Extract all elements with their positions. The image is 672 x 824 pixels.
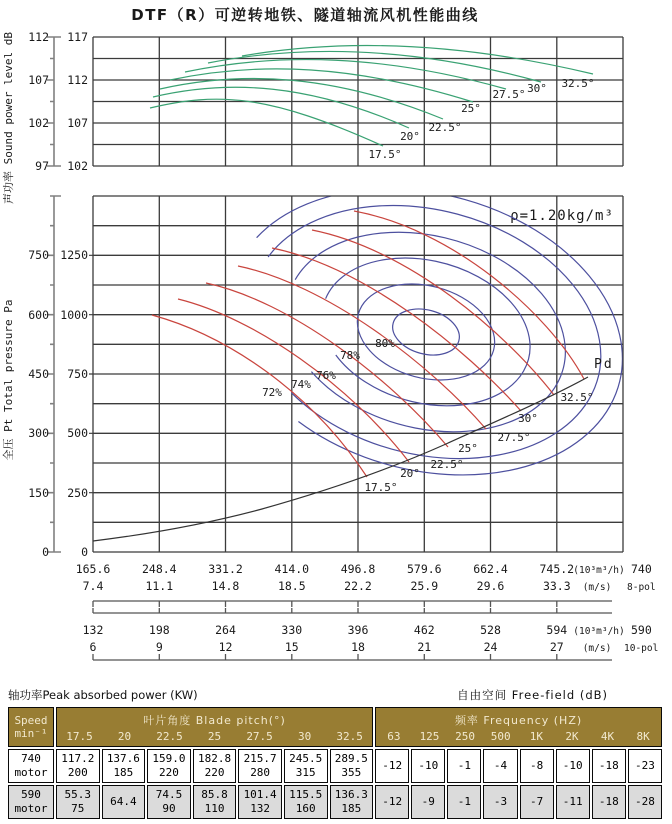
- x-tick: 18: [351, 640, 365, 654]
- x-tick: 21: [417, 640, 432, 654]
- y-tick: 102: [67, 159, 88, 173]
- x-tick: 25.9: [410, 579, 439, 593]
- pressure-grid: [93, 196, 623, 552]
- table-cell-speed: 740 motor: [8, 749, 54, 783]
- curve-label: 20°: [400, 467, 420, 480]
- table-caption-left: 轴功率Peak absorbed power (KW): [8, 688, 198, 702]
- rpm-label: 740: [631, 562, 652, 576]
- x-tick: 462: [413, 623, 435, 637]
- y-tick: 97: [35, 159, 49, 173]
- table-cell: 55.3 75: [56, 785, 100, 819]
- curve-label: 25°: [458, 442, 478, 455]
- x-tick: 33.3: [542, 579, 571, 593]
- y-tick: 117: [67, 30, 88, 44]
- table-cell: -23: [628, 749, 662, 783]
- pitch-col-header: 17.5: [66, 729, 93, 743]
- x-tick: 248.4: [141, 562, 177, 576]
- pressure-outer-axis: [47, 196, 61, 552]
- sound-axis-label: 声功率 Sound power level dB: [2, 31, 15, 205]
- blade-pitch-header-label: 叶片角度 Blade pitch(°): [143, 713, 286, 727]
- axis-line: [93, 654, 612, 660]
- y-tick: 600: [28, 308, 49, 322]
- curve-label: 20°: [400, 130, 420, 143]
- y-tick: 107: [67, 116, 88, 130]
- x-tick: 264: [215, 623, 236, 637]
- table-caption-right: 自由空间 Free-field (dB): [457, 688, 608, 702]
- x-tick: 12: [218, 640, 233, 654]
- x-tick: 22.2: [344, 579, 372, 593]
- x-tick: 11.1: [145, 579, 174, 593]
- x-tick: 27: [549, 640, 564, 654]
- efficiency-label: 74%: [291, 378, 311, 391]
- y-tick: 107: [28, 73, 49, 87]
- speed-header-cell: [8, 707, 54, 747]
- pitch-col-header: 25: [207, 729, 222, 743]
- sound-curve-27-5: [185, 60, 506, 89]
- table-cell: 289.5 355: [330, 749, 374, 783]
- table-cell: 136.3 185: [330, 785, 374, 819]
- frequency-header-cell: [375, 707, 662, 747]
- axis-line: [93, 608, 612, 613]
- efficiency-label: 78%: [340, 349, 360, 362]
- pitch-col-header: 30: [297, 729, 312, 743]
- table-cell: 137.6 185: [102, 749, 146, 783]
- pressure-chart: [1, 189, 623, 559]
- y-tick: 102: [28, 116, 49, 130]
- table-captions: [8, 687, 664, 703]
- x-tick: 745.2: [539, 562, 575, 576]
- blade-pitch-header-cell: [56, 707, 373, 747]
- curve-label: 25°: [461, 102, 481, 115]
- flow-unit: (10³m³/h): [573, 565, 625, 576]
- velocity-unit: (m/s): [582, 582, 612, 593]
- x-tick: 330: [281, 623, 303, 637]
- sound-chart: [1, 30, 623, 204]
- rpm-label: 590: [631, 623, 652, 637]
- x-tick: 29.6: [476, 579, 505, 593]
- table-cell: -11: [556, 785, 590, 819]
- sound-curve-22-5: [160, 79, 443, 119]
- pressure-curve-17-5: [152, 315, 367, 477]
- table-cell: -28: [628, 785, 662, 819]
- curve-label: 22.5°: [430, 458, 464, 471]
- efficiency-label: 80%: [375, 337, 395, 350]
- pd-label: Pd: [594, 357, 614, 372]
- frequency-header-label: 频率 Frequency (HZ): [454, 713, 583, 727]
- table-cell: -18: [592, 785, 626, 819]
- pitch-col-header: 22.5: [156, 729, 183, 743]
- velocity-unit: (m/s): [582, 643, 612, 654]
- density-note: ρ=1.20kg/m³: [510, 208, 614, 224]
- x-tick: 18.5: [277, 579, 306, 593]
- x-tick: 6: [89, 640, 97, 654]
- freq-col-header: 125: [419, 729, 440, 743]
- x-tick: 414.0: [274, 562, 310, 576]
- x-tick: 7.4: [82, 579, 104, 593]
- freq-col-header: 500: [490, 729, 511, 743]
- curve-label: 27.5°: [497, 431, 531, 444]
- pitch-col-header: 32.5: [336, 729, 363, 743]
- table-cell: 245.5 315: [284, 749, 328, 783]
- table-cell: -1: [447, 749, 481, 783]
- curve-label: 17.5°: [368, 148, 402, 161]
- speed-header-unit: min⁻¹: [14, 727, 48, 740]
- x-tick: 331.2: [208, 562, 243, 576]
- curve-label: 30°: [518, 412, 538, 425]
- freq-col-header: 8K: [636, 729, 650, 743]
- freq-col-header: 1K: [529, 729, 543, 743]
- poles-label: 8-pol: [627, 582, 656, 593]
- curve-label: 27.5°: [492, 88, 526, 101]
- x-tick: 662.4: [473, 562, 508, 576]
- y-tick: 1250: [60, 248, 88, 262]
- table-cell-speed: 590 motor: [8, 785, 54, 819]
- x-tick: 15: [284, 640, 299, 654]
- x-tick: 14.8: [211, 579, 240, 593]
- curve-label: 32.5°: [561, 77, 595, 90]
- pressure-curve-22-5: [206, 283, 448, 447]
- table-cell: 117.2 200: [56, 749, 100, 783]
- table-cell: 64.4: [102, 785, 146, 819]
- y-tick: 112: [28, 30, 49, 44]
- x-axis-590rpm: [83, 608, 659, 660]
- pitch-col-header: 20: [117, 729, 132, 743]
- y-tick: 750: [67, 367, 88, 381]
- axis-line: [93, 601, 612, 607]
- table-cell: 215.7 280: [238, 749, 282, 783]
- curve-label: 30°: [527, 82, 547, 95]
- efficiency-label: 76%: [316, 369, 336, 382]
- x-tick: 528: [480, 623, 501, 637]
- pressure-axis-label: 全压 Pt Total pressure Pa: [2, 299, 15, 461]
- x-tick: 198: [148, 623, 170, 637]
- x-tick: 24: [483, 640, 498, 654]
- table-cell: 159.0 220: [147, 749, 191, 783]
- x-tick: 579.6: [406, 562, 442, 576]
- table-cell: -3: [483, 785, 517, 819]
- curve-label: 17.5°: [364, 481, 398, 494]
- y-tick: 500: [67, 426, 88, 440]
- x-tick: 132: [82, 623, 104, 637]
- y-tick: 300: [28, 426, 49, 440]
- table-cell: 182.8 220: [193, 749, 237, 783]
- table-cell: -9: [411, 785, 445, 819]
- flow-unit: (10³m³/h): [573, 626, 625, 637]
- table-cell: -7: [520, 785, 554, 819]
- y-tick: 250: [67, 486, 88, 500]
- table-cell: -4: [483, 749, 517, 783]
- table-cell: -18: [592, 749, 626, 783]
- x-tick: 496.8: [340, 562, 376, 576]
- table-cell: 101.4 132: [238, 785, 282, 819]
- x-tick: 396: [347, 623, 369, 637]
- sound-grid: [93, 37, 623, 166]
- curve-label: 32.5°: [560, 391, 594, 404]
- efficiency-contours: [257, 189, 623, 475]
- y-tick: 112: [67, 73, 88, 87]
- table-cell: -1: [447, 785, 481, 819]
- y-tick: 0: [42, 545, 49, 559]
- table-cell: -10: [556, 749, 590, 783]
- freq-col-header: 4K: [600, 729, 615, 743]
- curve-label: 22.5°: [428, 121, 462, 134]
- speed-header-label: Speed: [14, 714, 48, 727]
- table-cell: 85.8 110: [193, 785, 237, 819]
- pitch-col-header: 27.5: [246, 729, 273, 743]
- sound-curve-25: [170, 69, 473, 102]
- x-tick: 594: [546, 623, 568, 637]
- table-cell: 115.5 160: [284, 785, 328, 819]
- sound-outer-axis: [47, 37, 61, 166]
- page-title: DTF（R）可逆转地铁、隧道轴流风机性能曲线: [131, 6, 479, 24]
- y-tick: 750: [28, 248, 49, 262]
- freq-col-header: 250: [455, 729, 476, 743]
- x-tick: 165.6: [75, 562, 111, 576]
- pressure-curve-32-5: [354, 211, 584, 379]
- freq-col-header: 63: [387, 729, 401, 743]
- pd-curve: [93, 377, 588, 541]
- performance-table: [8, 707, 662, 819]
- efficiency-label: 72%: [262, 386, 282, 399]
- table-cell: -12: [375, 749, 409, 783]
- y-tick: 0: [81, 545, 88, 559]
- y-tick: 450: [28, 367, 49, 381]
- table-cell: -8: [520, 749, 554, 783]
- y-tick: 150: [28, 486, 49, 500]
- x-axis-740rpm: [76, 562, 656, 607]
- y-tick: 1000: [60, 308, 88, 322]
- freq-col-header: 2K: [565, 729, 579, 743]
- x-tick: 9: [155, 640, 163, 654]
- table-cell: -10: [411, 749, 445, 783]
- table-cell: -12: [375, 785, 409, 819]
- table-cell: 74.5 90: [147, 785, 191, 819]
- poles-label: 10-pol: [624, 643, 659, 654]
